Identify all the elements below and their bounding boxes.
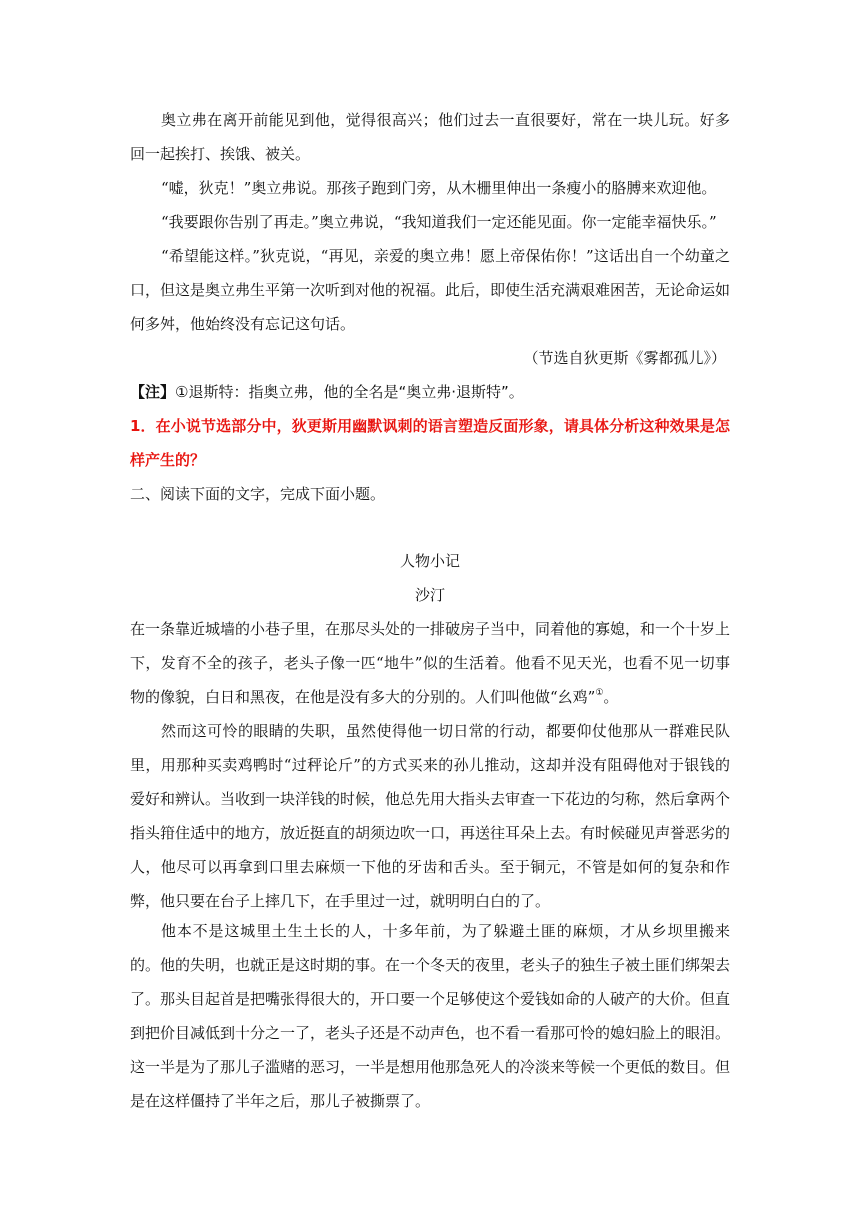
story-body [130, 612, 730, 918]
paragraph: 他本不是这城里土生土长的人，十多年前，为了躲避土匪的麻烦，才从乡坝里搬来的。他的失明，也就正是这时期的事。在一个冬天的夜里，老头子的独生子被土匪们绑架去了。那头目起首是把嘴张得很大的，开口要一个足够使这个爱钱如命的人破产的大价。但直到把价目减低到十分之一了，老头子还是不动声色，也不看一看那可怜的媳妇脸上的眼泪。这一半是为了那儿子滥赌的恶习，一半是想用他那急死人的冷淡来等候一个更低的数目。但是在这样僵持了半年之后，那儿子被撕票了。 [130, 922, 731, 1110]
paragraph: 奥立弗在离开前能见到他，觉得很高兴；他们过去一直很要好，常在一块儿玩。好多回一起挨打、挨饿、被关。 [130, 111, 730, 163]
story-title: 人物小记 [399, 552, 460, 570]
footnote-marker: ① [595, 688, 604, 698]
question-1: 1．在小说节选部分中，狄更斯用幽默讽刺的语言塑造反面形象，请具体分析这种效果是怎样产生的？ [130, 417, 730, 469]
story-author: 沙汀 [414, 586, 445, 604]
note-tag: 【注】 [130, 383, 176, 401]
paragraph: 然而这可怜的眼睛的失职，虽然使得他一切日常的行动，都要仰仗他那从一群难民队里，用那种买卖鸡鸭时“过秤论斤”的方式买来的孙儿推动，这却并没有阻碍他对于银钱的爱好和辨认。当收到一块洋钱的时候，他总先用大指头去审查一下花边的匀称，然后拿两个指头箝住适中的地方，放近挺直的胡须边吹一口，再送往耳朵上去。有时候碰见声誉恶劣的人，他尽可以再拿到口里去麻烦一下他的牙齿和舌头。至于铜元，不管是如何的复杂和作弊，他只要在台子上摔几下，在手里过一过，就明明白白的了。 [130, 722, 731, 910]
note-text: ①退斯特：指奥立弗，他的全名是“奥立弗·退斯特”。 [175, 383, 524, 401]
footnote [130, 375, 730, 409]
excerpt-oliver [130, 103, 730, 511]
paragraph: “嘘，狄克！”奥立弗说。那孩子跑到门旁，从木栅里伸出一条瘦小的胳膊来欢迎他。 [161, 179, 717, 197]
paragraph: “我要跟你告别了再走。”奥立弗说，“我知道我们一定还能见面。你一定能幸福快乐。” [161, 213, 717, 231]
paragraph-end: 。 [603, 688, 619, 706]
source-attribution: （节选自狄更斯《雾都孤儿》） [523, 349, 726, 367]
story-title-block [130, 544, 730, 612]
story-body-continued [130, 914, 730, 1118]
paragraph [130, 612, 730, 714]
paragraph: “希望能这样。”狄克说，“再见，亲爱的奥立弗！愿上帝保佑你！”这话出自一个幼童之口，但这是奥立弗生平第一次听到对他的祝福。此后，即使生活充满艰难困苦，无论命运如何多舛，他始终没有忘记这句话。 [130, 247, 731, 333]
section-heading: 二、阅读下面的文字，完成下面小题。 [130, 485, 386, 503]
paragraph-text: 在一条靠近城墙的小巷子里，在那尽头处的一排破房子当中，同着他的寡媳，和一个十岁上下，发育不全的孩子，老头子像一匹“地牛”似的生活着。他看不见天光，也看不见一切事物的像貌，白日和黑夜，在他是没有多大的分别的。人们叫他做“幺鸡” [130, 620, 731, 706]
